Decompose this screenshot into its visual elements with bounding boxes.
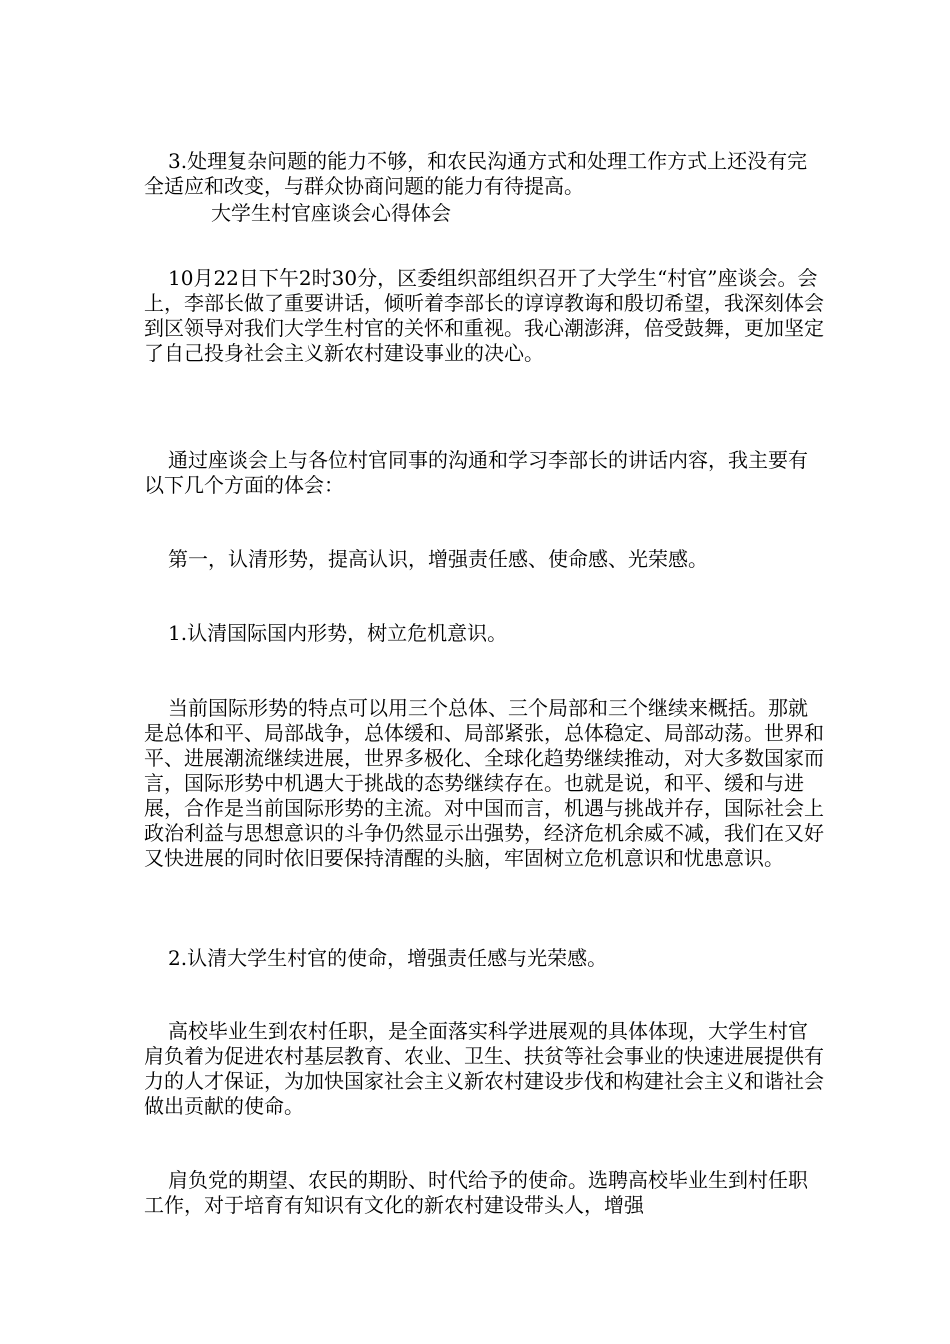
document-title: 大学生村官座谈会心得体会 [211,201,451,225]
paragraph-1: 3.处理复杂问题的能力不够，和农民沟通方式和处理工作方式上还没有完全适应和改变，与群众协商问题的能力有待提高。 [144,149,808,198]
paragraph-6: 当前国际形势的特点可以用三个总体、三个局部和三个继续来概括。那就是总体和平、局部战争，总体缓和、局部紧张，总体稳定、局部动荡。世界和平、进展潮流继续进展，世界多极化、全球化趋势继续推动，对大多数国家而言，国际形势中机遇大于挑战的态势继续存在。也就是说，和平、缓和与进展，合作是当前国际形势的主流。对中国而言，机遇与挑战并存，国际社会上政治利益与思想意识的斗争仍然显示出强势，经济危机余威不减，我们在又好又快进展的同时依旧要保持清醒的头脑，牢固树立危机意识和忧患意识。 [144,696,824,870]
paragraph-7: 2.认清大学生村官的使命，增强责任感与光荣感。 [168,946,608,970]
paragraph-5: 1.认清国际国内形势，树立危机意识。 [168,621,508,645]
paragraph-2: 10月22日下午2时30分，区委组织部组织召开了大学生“村官”座谈会。会上，李部长做了重要讲话，倾听着李部长的谆谆教诲和殷切希望，我深刻体会到区领导对我们大学生村官的关怀和重视。我心潮澎湃，倍受鼓舞，更加坚定了自己投身社会主义新农村建设事业的决心。 [144,266,824,365]
paragraph-3: 通过座谈会上与各位村官同事的沟通和学习李部长的讲话内容，我主要有以下几个方面的体会： [144,448,808,497]
paragraph-4: 第一，认清形势，提高认识，增强责任感、使命感、光荣感。 [168,547,708,571]
paragraph-9: 肩负党的期望、农民的期盼、时代给予的使命。选聘高校毕业生到村任职工作，对于培育有知识有文化的新农村建设带头人，增强 [144,1168,808,1217]
paragraph-8: 高校毕业生到农村任职，是全面落实科学进展观的具体体现，大学生村官肩负着为促进农村基层教育、农业、卫生、扶贫等社会事业的快速进展提供有力的人才保证，为加快国家社会主义新农村建设步伐和构建社会主义和谐社会做出贡献的使命。 [144,1019,824,1118]
